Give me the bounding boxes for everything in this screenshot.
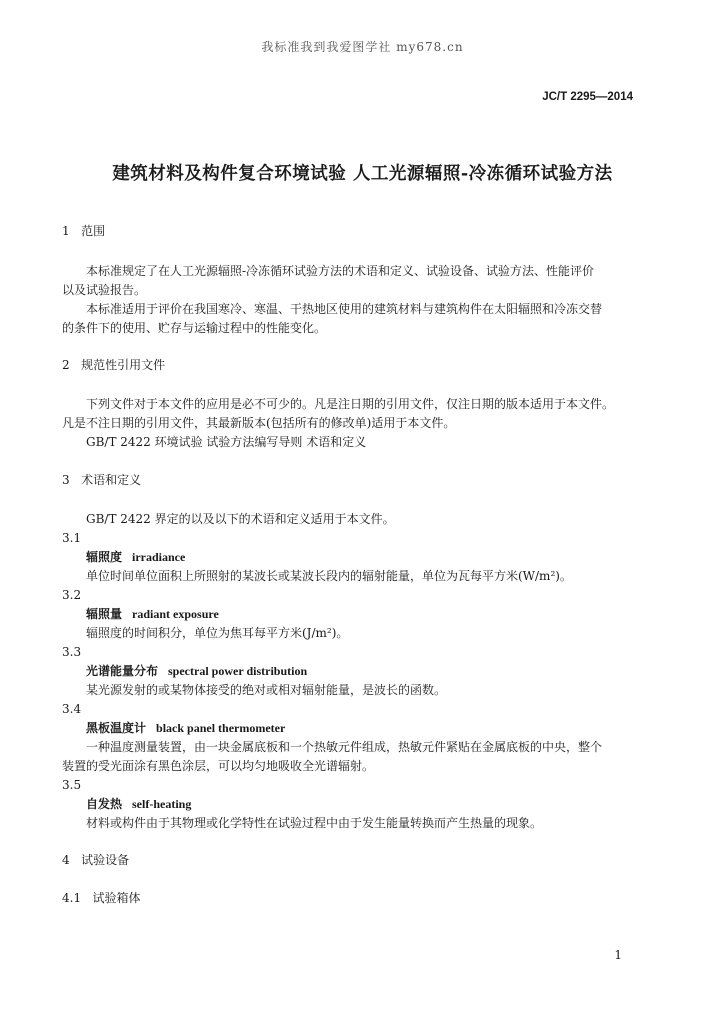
paragraph-continuation: 以及试验报告。 bbox=[62, 283, 147, 297]
section-2-heading bbox=[62, 356, 165, 373]
term-definition: 辐照度的时间积分，单位为焦耳每平方米(J/m²)。 bbox=[86, 626, 349, 640]
term-heading bbox=[86, 795, 191, 812]
standard-number: JC/T 2295—2014 bbox=[542, 91, 633, 103]
term-zh: 光谱能量分布 bbox=[86, 664, 159, 678]
paragraph: GB/T 2422 界定的以及以下的术语和定义适用于本文件。 bbox=[86, 512, 395, 526]
term-en: radiant exposure bbox=[132, 607, 219, 621]
term-zh: 黑板温度计 bbox=[86, 721, 147, 735]
section-title: 范围 bbox=[81, 224, 106, 238]
term-en: self-heating bbox=[132, 797, 192, 811]
term-en: black panel thermometer bbox=[156, 721, 286, 735]
section-1-heading bbox=[62, 222, 105, 239]
term-number: 3.3 bbox=[62, 645, 82, 659]
term-definition-continuation: 装置的受光面涂有黑色涂层，可以均匀地吸收全光谱辐射。 bbox=[62, 759, 375, 773]
term-en: spectral power distribution bbox=[168, 664, 308, 678]
term-heading bbox=[86, 719, 285, 736]
section-number: 3 bbox=[62, 473, 70, 487]
section-number: 2 bbox=[62, 358, 70, 372]
term-number: 3.2 bbox=[62, 588, 82, 602]
watermark-text: 我标准我到我爱图学社 my678.cn bbox=[261, 40, 464, 54]
paragraph: 本标准适用于评价在我国寒冷、寒温、干热地区使用的建筑材料与建筑构件在太阳辐照和冷冻交替 bbox=[86, 302, 603, 316]
term-zh: 自发热 bbox=[86, 797, 123, 811]
subsection-4-1-heading bbox=[62, 889, 141, 906]
term-definition: 材料或构件由于其物理或化学特性在试验过程中由于发生能量转换而产生热量的现象。 bbox=[86, 816, 543, 830]
section-number: 4 bbox=[62, 853, 70, 867]
term-number: 3.1 bbox=[62, 531, 82, 545]
term-heading bbox=[86, 662, 307, 679]
section-4-heading bbox=[62, 851, 129, 868]
term-number: 3.5 bbox=[62, 778, 82, 792]
term-zh: 辐照量 bbox=[86, 607, 123, 621]
section-title: 试验设备 bbox=[81, 853, 130, 867]
page-number: 1 bbox=[614, 948, 622, 962]
section-title: 规范性引用文件 bbox=[81, 358, 166, 372]
term-en: irradiance bbox=[132, 550, 186, 564]
term-heading bbox=[86, 605, 219, 622]
paragraph: 下列文件对于本文件的应用是必不可少的。凡是注日期的引用文件，仅注日期的版本适用于本文件。 bbox=[86, 397, 615, 411]
subsection-title: 试验箱体 bbox=[92, 891, 141, 905]
term-definition: 单位时间单位面积上所照射的某波长或某波长段内的辐射能量，单位为瓦每平方米(W/m²)。 bbox=[86, 569, 572, 583]
paragraph-continuation: 的条件下的使用、贮存与运输过程中的性能变化。 bbox=[62, 321, 327, 335]
term-zh: 辐照度 bbox=[86, 550, 123, 564]
normative-reference: GB/T 2422 环境试验 试验方法编写导则 术语和定义 bbox=[86, 435, 367, 449]
paragraph: 本标准规定了在人工光源辐照-冷冻循环试验方法的术语和定义、试验设备、试验方法、性能评价 bbox=[86, 264, 595, 278]
subsection-number: 4.1 bbox=[62, 891, 82, 905]
term-number: 3.4 bbox=[62, 702, 82, 716]
term-definition: 一种温度测量装置，由一块金属底板和一个热敏元件组成，热敏元件紧贴在金属底板的中央，整个 bbox=[86, 740, 603, 754]
term-heading bbox=[86, 548, 185, 565]
section-3-heading bbox=[62, 471, 141, 488]
section-title: 术语和定义 bbox=[81, 473, 142, 487]
term-definition: 某光源发射的或某物体接受的绝对或相对辐射能量，是波长的函数。 bbox=[86, 683, 447, 697]
paragraph-continuation: 凡是不注日期的引用文件，其最新版本(包括所有的修改单)适用于本文件。 bbox=[62, 416, 456, 430]
section-number: 1 bbox=[62, 224, 70, 238]
document-title: 建筑材料及构件复合环境试验 人工光源辐照-冷冻循环试验方法 bbox=[112, 164, 613, 184]
